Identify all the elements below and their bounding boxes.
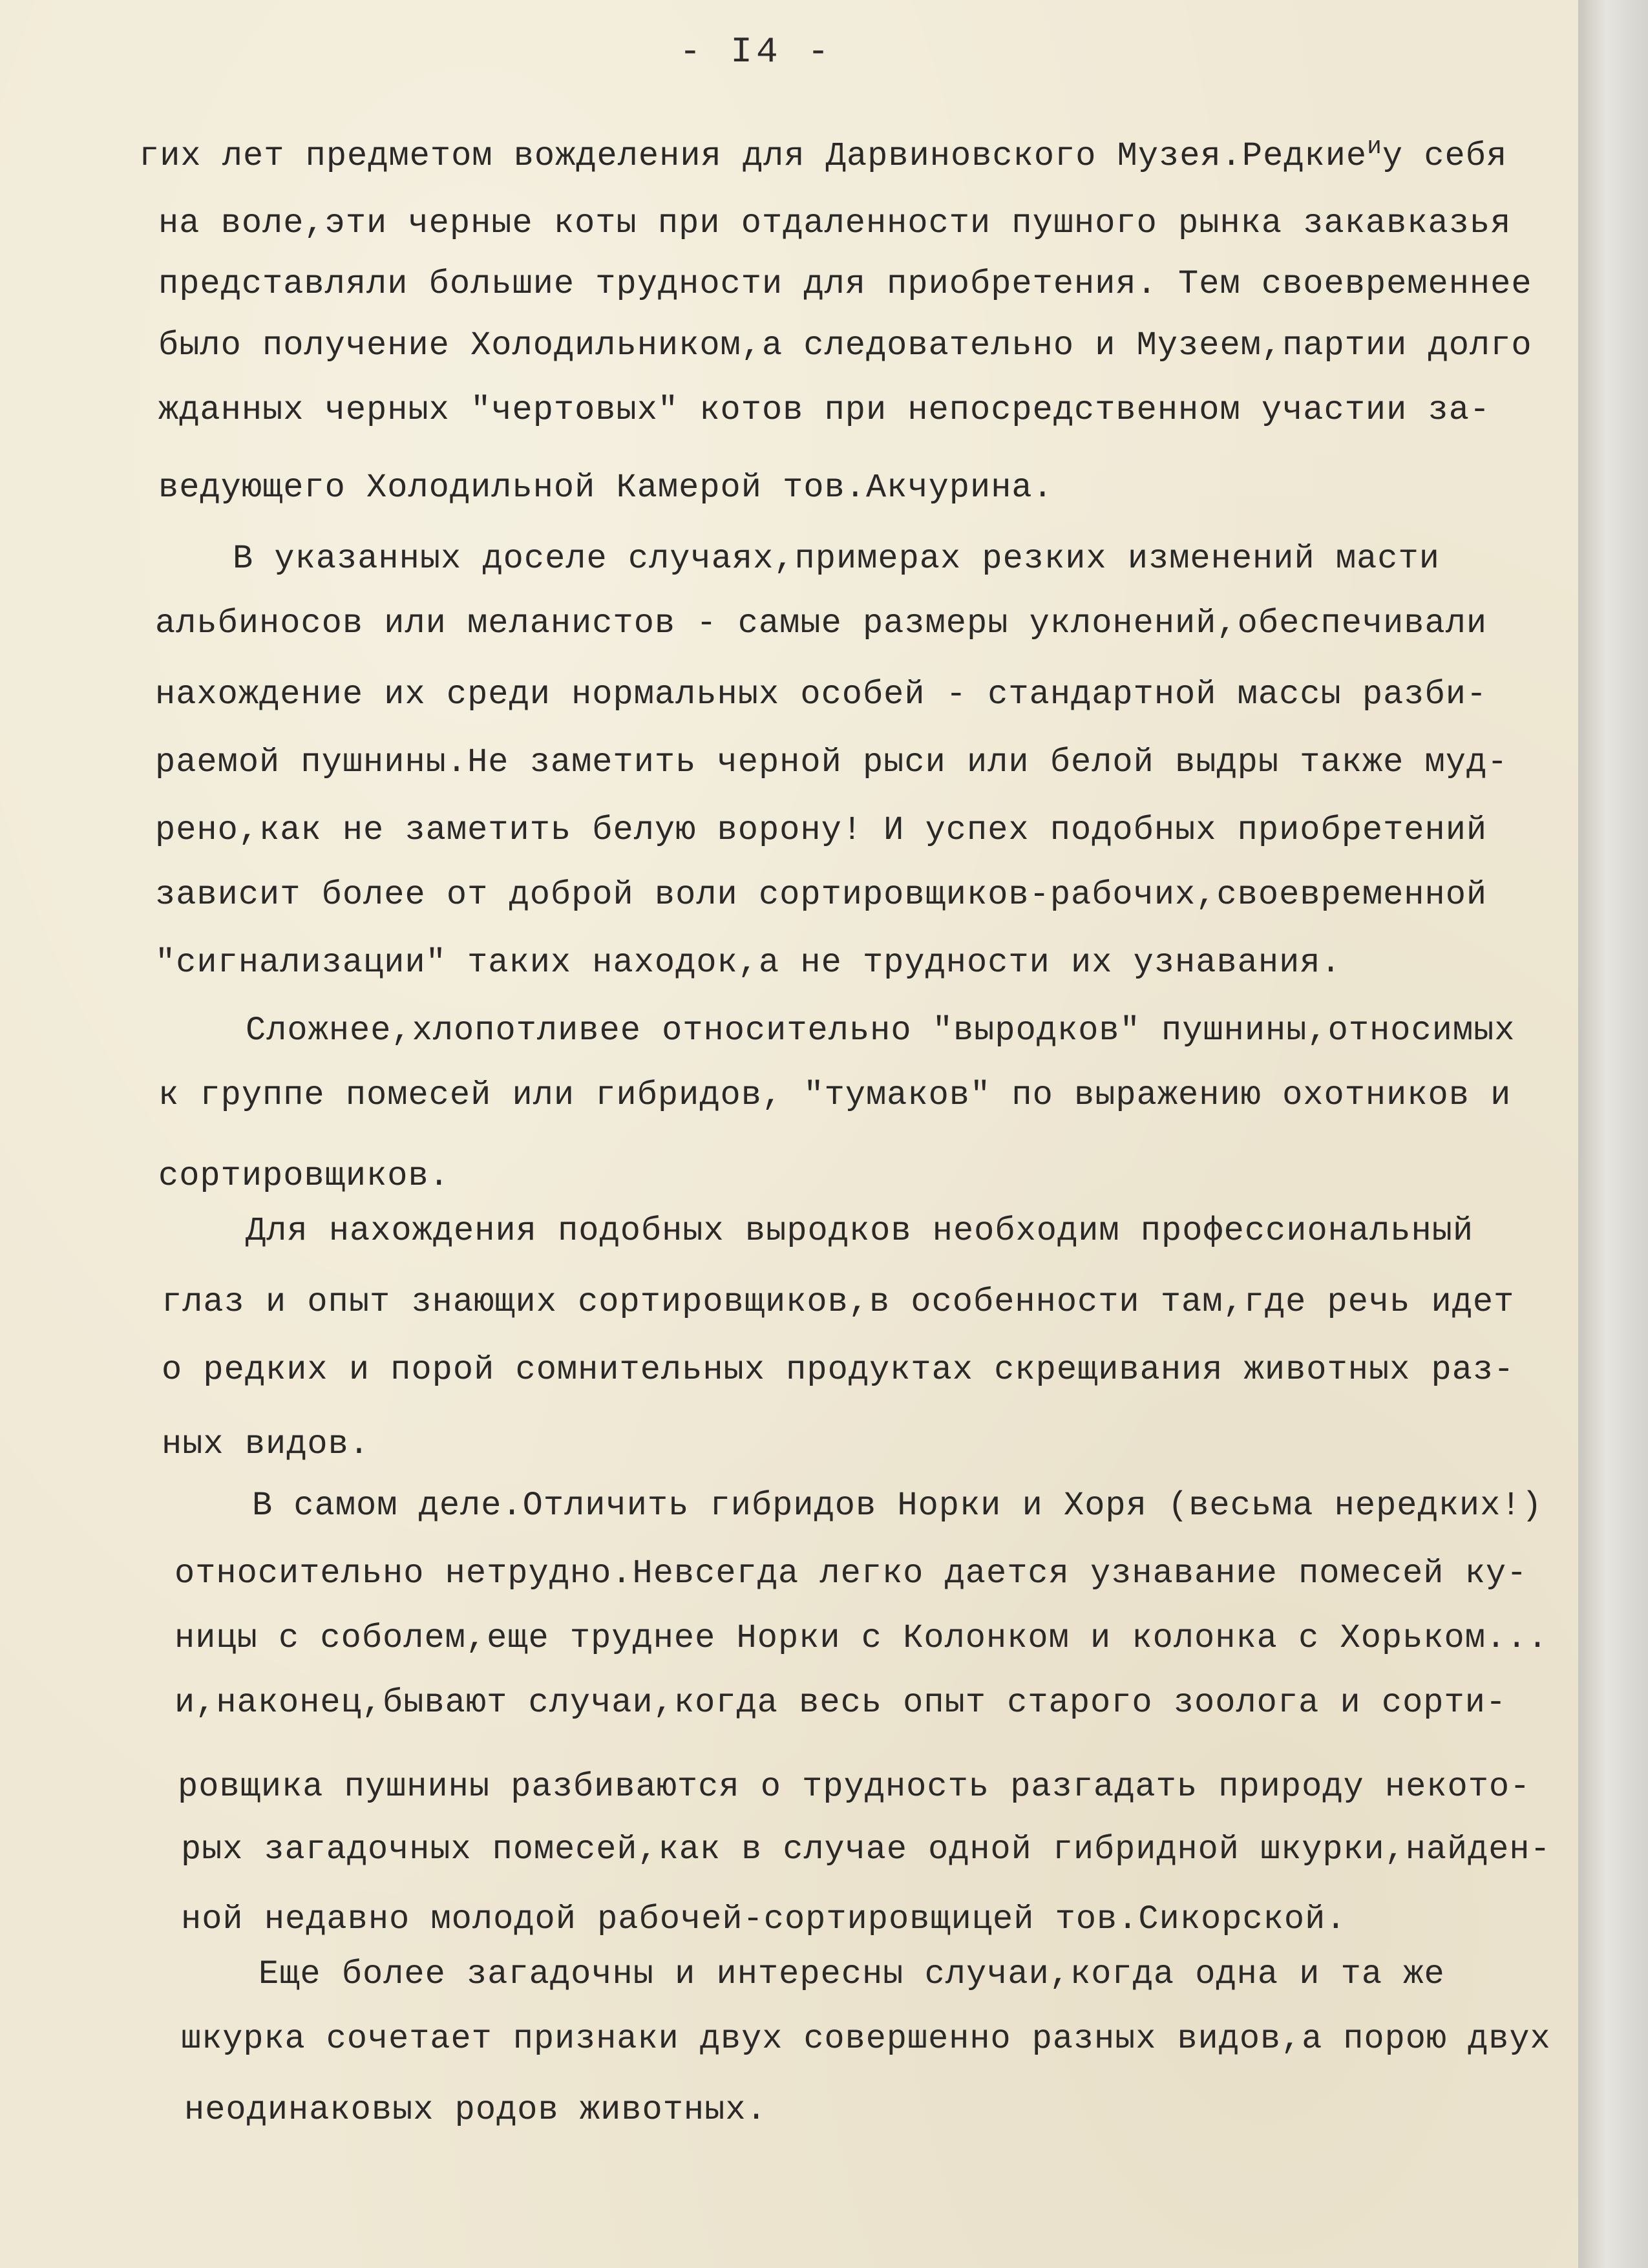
text-line: раемой пушнины.Не заметить черной рыси или белой выдры также муд- [155, 743, 1508, 781]
text-line: В указанных доселе случаях,примерах резких изменений масти [233, 540, 1440, 578]
text-line: ведующего Холодильной Камерой тов.Акчурина. [158, 469, 1053, 507]
text-line: Для нахождения подобных выродков необходим профессиональный [246, 1212, 1474, 1250]
text-line: глаз и опыт знающих сортировщиков,в особенности там,где речь идет [162, 1283, 1515, 1321]
text-line: было получение Холодильником,а следовательно и Музеем,партии долго [158, 326, 1532, 365]
text-line: ницы с соболем,еще труднее Норки с Колонком и колонка с Хорьком... [174, 1619, 1548, 1657]
text-line: и,наконец,бывают случаи,когда весь опыт старого зоолога и сорти- [174, 1684, 1507, 1722]
text-line: ной недавно молодой рабочей-сортировщицей тов.Сикорской. [181, 1900, 1347, 1938]
text-line: нахождение их среди нормальных особей - стандартной массы разби- [155, 675, 1488, 714]
text-line: шкурка сочетает признаки двух совершенно разных видов,а порою двух [181, 2020, 1551, 2058]
page-number: - I4 - [679, 31, 833, 72]
text-line: Еще более загадочны и интересны случаи,когда одна и та же [259, 1955, 1445, 1993]
text-line: представляли большие трудности для приобретения. Тем своевременнее [158, 265, 1532, 303]
text-line: о редких и порой сомнительных продуктах скрещивания животных раз- [162, 1351, 1515, 1389]
text-line: рено,как не заметить белую ворону! И успех подобных приобретений [155, 811, 1488, 849]
text-line: рых загадочных помесей,как в случае одной гибридной шкурки,найден- [181, 1830, 1551, 1869]
text-line: сортировщиков. [158, 1157, 450, 1195]
text-line: "сигнализации" таких находок,а не трудности их узнавания. [155, 944, 1342, 982]
text-line: ных видов. [162, 1425, 370, 1463]
text-line: жданных черных "чертовых" котов при непосредственном участии за- [158, 391, 1491, 429]
text-line: Сложнее,хлопотливее относительно "выродков" пушнины,относимых [246, 1012, 1516, 1050]
text-line: альбиносов или меланистов - самые размеры уклонений,обеспечивали [155, 604, 1488, 642]
text-line: относительно нетрудно.Невсегда легко дается узнавание помесей ку- [174, 1554, 1528, 1593]
text-line: зависит более от доброй воли сортировщиков-рабочих,своевременной [155, 876, 1488, 914]
text-line: В самом деле.Отличить гибридов Норки и Хоря (весьма нередких!) [252, 1487, 1543, 1525]
text-line: на воле,эти черные коты при отдаленности пушного рынка закавказья [158, 204, 1512, 242]
text-line: гих лет предметом вожделения для Дарвиновского Музея.Редкие$^и$у себя [139, 133, 1508, 175]
text-line: ровщика пушнины разбиваются о трудность разгадать природу некото- [178, 1768, 1531, 1806]
text-line: к группе помесей или гибридов, "тумаков" по выражению охотников и [158, 1076, 1512, 1114]
text-line: неодинаковых родов животных. [184, 2091, 767, 2129]
page-edge-background [1578, 0, 1648, 2268]
handwritten-insertion: и [1367, 133, 1382, 161]
